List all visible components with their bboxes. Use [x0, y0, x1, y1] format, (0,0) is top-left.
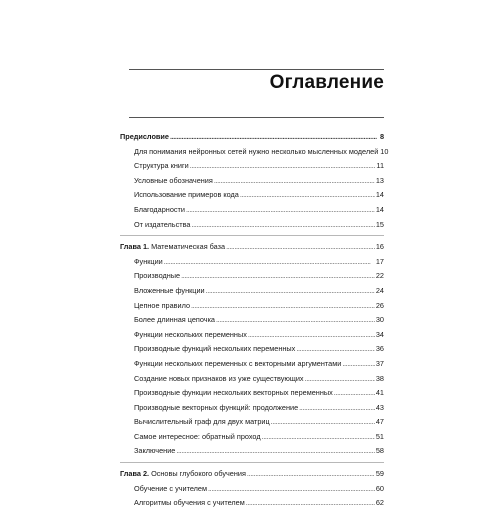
toc-entry-page: 11: [376, 161, 384, 171]
dot-leader: [176, 444, 375, 459]
dot-leader: [216, 313, 375, 328]
toc-entry-page: 41: [375, 388, 384, 398]
toc-entry-page: 10: [380, 146, 389, 156]
toc-entry[interactable]: [120, 342, 384, 357]
toc-entry-page: 8: [379, 132, 384, 141]
toc-entry[interactable]: [120, 386, 384, 401]
toc-entry-page: 22: [375, 271, 384, 281]
toc-entry-page: 62: [375, 498, 384, 508]
toc-entry-page: 59: [375, 469, 384, 479]
toc-entry-page: 60: [375, 483, 384, 493]
page-title: Оглавление: [269, 72, 384, 93]
dot-leader: [262, 430, 375, 445]
chapter-label: Глава 1.: [120, 242, 150, 252]
toc-entry-title: [120, 467, 246, 482]
dot-leader: [190, 159, 376, 174]
toc-entry[interactable]: [120, 415, 384, 430]
toc-entry-title: Предисловие: [120, 132, 169, 141]
dot-leader: [246, 496, 375, 511]
toc-entry-title: Обучение с учителем: [134, 483, 208, 493]
toc-section-chapter-2: [120, 467, 384, 514]
table-of-contents: [120, 130, 389, 518]
top-rule: [129, 69, 384, 70]
toc-entry-page: 47: [375, 417, 384, 427]
toc-entry-title: Цепное правило: [134, 300, 190, 310]
dot-leader: [208, 482, 375, 497]
toc-section-preface: [120, 130, 389, 236]
toc-entry-page: 38: [375, 373, 384, 383]
toc-entry-page: 14: [375, 204, 384, 214]
toc-entry-title: Производные функции нескольких векторных переменных: [134, 388, 333, 398]
toc-entry-chapter-1[interactable]: [120, 240, 384, 255]
toc-entry-title: Заключение: [134, 446, 176, 456]
toc-entry[interactable]: [120, 188, 384, 203]
toc-entry[interactable]: [120, 328, 384, 343]
dot-leader: [296, 342, 375, 357]
toc-entry-page: 17: [375, 256, 384, 266]
title-rule: [129, 117, 384, 118]
toc-entry-title: [120, 240, 225, 255]
dot-leader: [334, 386, 375, 401]
dot-leader: [181, 269, 375, 284]
toc-entry[interactable]: [120, 496, 384, 511]
dot-leader: [248, 328, 375, 343]
toc-entry-page: 34: [375, 329, 384, 339]
toc-entry-preface[interactable]: [120, 130, 384, 145]
dot-leader: [214, 174, 375, 189]
toc-entry[interactable]: [120, 284, 384, 299]
toc-entry[interactable]: [120, 444, 384, 459]
toc-entry[interactable]: [120, 159, 384, 174]
chapter-name: Математическая база: [151, 242, 226, 252]
dot-leader: [226, 240, 375, 255]
dot-leader: [299, 401, 375, 416]
toc-entry-title: Функции: [134, 256, 163, 266]
dot-leader: [305, 372, 375, 387]
toc-entry-chapter-2[interactable]: [120, 467, 384, 482]
toc-entry-title: Структура книги: [134, 161, 189, 171]
toc-entry-title: Производные функций нескольких переменных: [134, 344, 296, 354]
toc-entry-page: 14: [375, 190, 384, 200]
toc-entry-title: Условные обозначения: [134, 175, 213, 185]
dot-leader: [342, 357, 375, 372]
toc-entry[interactable]: [120, 313, 384, 328]
toc-entry-title: Функции нескольких переменных с векторными аргументами: [134, 358, 342, 368]
dot-leader: [271, 415, 375, 430]
toc-entry-title: Более длинная цепочка: [134, 315, 215, 325]
toc-entry-page: 51: [375, 431, 384, 441]
toc-entry-page: 15: [375, 219, 384, 229]
toc-entry-page: 30: [375, 315, 384, 325]
dot-leader: [186, 203, 375, 218]
toc-entry-title: От издательства: [134, 219, 191, 229]
toc-entry-title: Создание новых признаков из уже существующих: [134, 373, 304, 383]
toc-entry-title: Производные: [134, 271, 181, 281]
toc-entry-title: Вложенные функции: [134, 285, 205, 295]
dot-leader: [191, 218, 374, 233]
toc-entry-title: Алгоритмы обучения с учителем: [134, 498, 245, 508]
dot-leader: [247, 467, 375, 482]
toc-entry-title: Производные векторных функций: продолжение: [134, 402, 299, 412]
toc-entry-page: 43: [375, 402, 384, 412]
toc-entry[interactable]: [120, 299, 384, 314]
toc-entry-page: 58: [375, 446, 384, 456]
dot-leader: [164, 255, 375, 270]
toc-entry[interactable]: [120, 145, 389, 160]
toc-entry-title: Функции нескольких переменных: [134, 329, 247, 339]
toc-entry[interactable]: [120, 255, 384, 270]
toc-entry-page: 26: [375, 300, 384, 310]
toc-section-chapter-1: [120, 240, 384, 463]
toc-entry-page: 37: [375, 358, 384, 368]
dot-leader: [240, 188, 375, 203]
toc-entry-title: Самое интересное: обратный проход: [134, 431, 261, 441]
toc-entry[interactable]: [120, 357, 384, 372]
toc-entry[interactable]: [120, 401, 384, 416]
toc-entry[interactable]: [120, 218, 384, 233]
toc-entry-page: 24: [375, 285, 384, 295]
dot-leader: [206, 284, 375, 299]
toc-entry[interactable]: [120, 430, 384, 445]
chapter-name: Основы глубокого обучения: [151, 469, 246, 479]
toc-entry[interactable]: [120, 269, 384, 284]
chapter-label: Глава 2.: [120, 469, 150, 479]
toc-entry[interactable]: [120, 174, 384, 189]
toc-entry[interactable]: [120, 482, 384, 497]
toc-entry[interactable]: [120, 372, 384, 387]
toc-entry-title: Вычислительный граф для двух матриц: [134, 417, 270, 427]
dot-leader: [170, 130, 379, 145]
dot-leader: [191, 299, 375, 314]
toc-entry-page: 13: [375, 175, 384, 185]
toc-entry-page: 36: [375, 344, 384, 354]
toc-entry-page: 16: [375, 242, 384, 252]
toc-entry-title: Использование примеров кода: [134, 190, 239, 200]
toc-entry-title: Для понимания нейронных сетей нужно несколько мысленных моделей: [134, 146, 379, 156]
toc-entry-title: Благодарности: [134, 204, 185, 214]
toc-entry[interactable]: [120, 203, 384, 218]
